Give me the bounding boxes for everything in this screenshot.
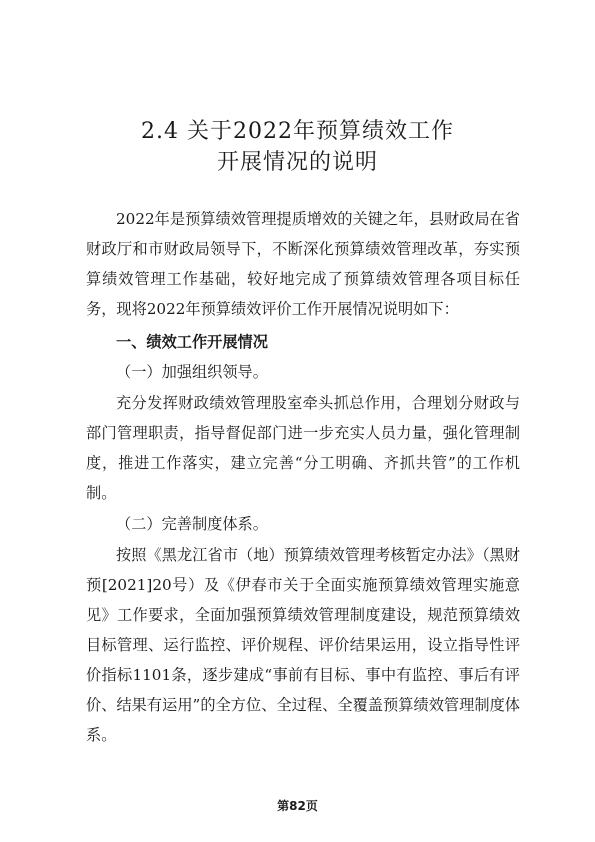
document-title-line1: 2.4 关于2022年预算绩效工作 bbox=[141, 119, 454, 144]
subsection-body-2: 按照《黑龙江省市（地）预算绩效管理考核暂定办法》（黑财预[2021]20号）及《伊春市关于全面实施预算绩效管理实施意见》工作要求，全面加强预算绩效管理制度建设，规范预算绩效目标管理、运行监控、评价规程、评价结果运用，设立指导性评价指标1101条，逐步建成“事前有目标、事中有监控、事后有评价、结果有运用”的全方位、全过程、全覆盖预算绩效管理制度体系。 bbox=[86, 546, 520, 744]
subsection-heading-1: （一）加强组织领导。 bbox=[116, 363, 268, 381]
document-title-line2: 开展情况的说明 bbox=[216, 150, 378, 175]
section-heading: 一、绩效工作开展情况 bbox=[116, 333, 268, 351]
page-number: 第82页 bbox=[277, 799, 318, 813]
subsection-heading-2: （二）完善制度体系。 bbox=[116, 515, 268, 533]
intro-paragraph: 2022年是预算绩效管理提质增效的关键之年，县财政局在省财政厅和市财政局领导下，不断深化预算绩效管理改革，夯实预算绩效管理工作基础，较好地完成了预算绩效管理各项目标任务，现将2022年预算绩效评价工作开展情况说明如下： bbox=[86, 210, 520, 318]
subsection-body-1: 充分发挥财政绩效管理股室牵头抓总作用，合理划分财政与部门管理职责，指导督促部门进一步充实人员力量，强化管理制度，推进工作落实，建立完善“分工明确、齐抓共管”的工作机制。 bbox=[86, 394, 520, 502]
